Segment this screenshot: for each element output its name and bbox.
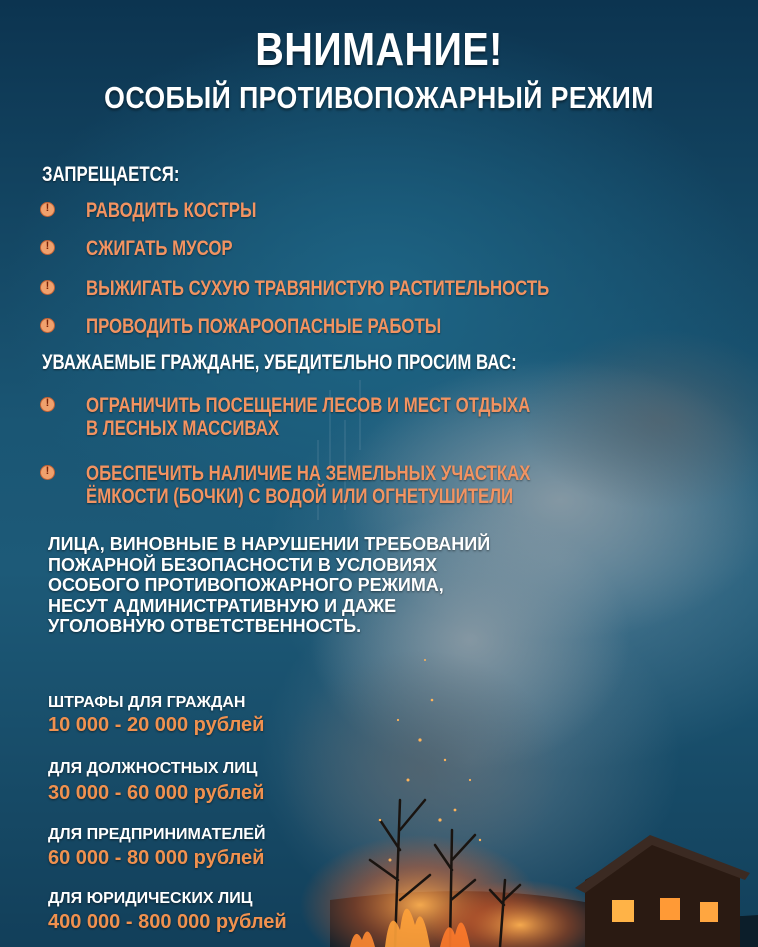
fine-label-citizens: ШТРАФЫ ДЛЯ ГРАЖДАН: [48, 694, 246, 711]
fine-amount-citizens: 10 000 - 20 000 рублей: [48, 714, 265, 736]
warning-line: ОСОБОГО ПРОТИВОПОЖАРНОГО РЕЖИМА,: [48, 575, 444, 595]
request-item-line2: ЁМКОСТИ (БОЧКИ) С ВОДОЙ ИЛИ ОГНЕТУШИТЕЛИ: [86, 485, 514, 508]
prohibited-item-text: ВЫЖИГАТЬ СУХУЮ ТРАВЯНИСТУЮ РАСТИТЕЛЬНОСТЬ: [86, 277, 550, 300]
alert-icon: [40, 202, 55, 217]
poster-subtitle: ОСОБЫЙ ПРОТИВОПОЖАРНЫЙ РЕЖИМ: [104, 80, 654, 115]
request-heading: УВАЖАЕМЫЕ ГРАЖДАНЕ, УБЕДИТЕЛЬНО ПРОСИМ ВАС:: [42, 351, 517, 374]
alert-icon: [40, 280, 55, 295]
alert-icon: [40, 318, 55, 333]
fine-label-officials: ДЛЯ ДОЛЖНОСТНЫХ ЛИЦ: [48, 760, 258, 777]
prohibited-item-text: РАВОДИТЬ КОСТРЫ: [86, 199, 257, 222]
alert-icon: [40, 240, 55, 255]
warning-line: УГОЛОВНУЮ ОТВЕТСТВЕННОСТЬ.: [48, 616, 362, 636]
request-item-line2: В ЛЕСНЫХ МАССИВАХ: [86, 417, 280, 440]
fine-label-entrepreneurs: ДЛЯ ПРЕДПРИНИМАТЕЛЕЙ: [48, 826, 266, 843]
fine-amount-officials: 30 000 - 60 000 рублей: [48, 782, 265, 804]
request-item-line1: ОГРАНИЧИТЬ ПОСЕЩЕНИЕ ЛЕСОВ И МЕСТ ОТДЫХА: [86, 394, 531, 417]
prohibited-heading: ЗАПРЕЩАЕТСЯ:: [42, 163, 180, 186]
warning-line: НЕСУТ АДМИНИСТРАТИВНУЮ И ДАЖЕ: [48, 595, 397, 616]
warning-line: ЛИЦА, ВИНОВНЫЕ В НАРУШЕНИИ ТРЕБОВАНИЙ: [48, 534, 491, 554]
fine-label-legal-entities: ДЛЯ ЮРИДИЧЕСКИХ ЛИЦ: [48, 890, 253, 907]
fine-amount-entrepreneurs: 60 000 - 80 000 рублей: [48, 847, 265, 869]
warning-line: ПОЖАРНОЙ БЕЗОПАСНОСТИ В УСЛОВИЯХ: [48, 554, 438, 575]
liability-warning: [48, 534, 490, 637]
alert-icon: [40, 397, 55, 412]
burning-house: [575, 835, 750, 947]
request-item-line1: ОБЕСПЕЧИТЬ НАЛИЧИЕ НА ЗЕМЕЛЬНЫХ УЧАСТКАХ: [86, 462, 531, 485]
fine-amount-legal-entities: 400 000 - 800 000 рублей: [48, 911, 287, 933]
prohibited-item-text: ПРОВОДИТЬ ПОЖАРООПАСНЫЕ РАБОТЫ: [86, 315, 442, 338]
prohibited-item-text: СЖИГАТЬ МУСОР: [86, 237, 233, 260]
poster-title: ВНИМАНИЕ!: [255, 23, 503, 75]
alert-icon: [40, 465, 55, 480]
